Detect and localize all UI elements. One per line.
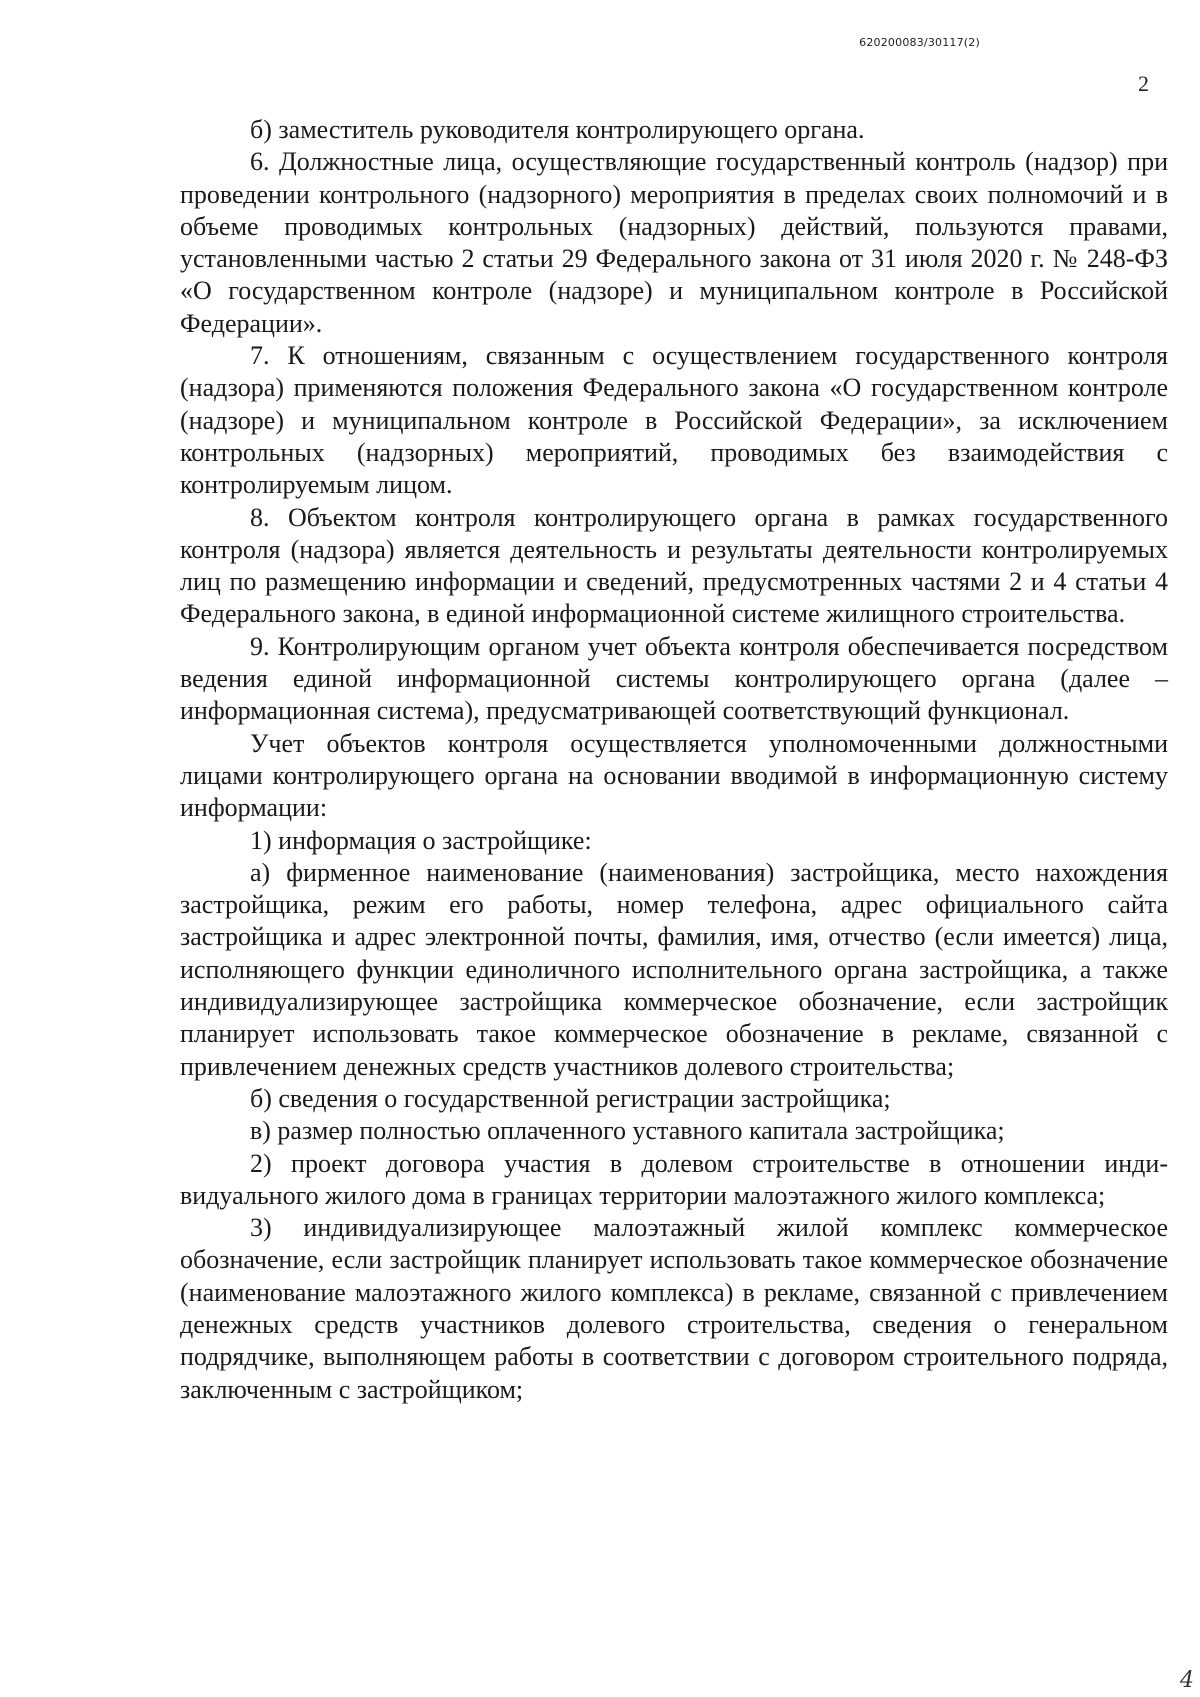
list-item-1b-registration: б) сведения о государственной регистрации застройщика; — [250, 1083, 891, 1113]
page-number: 2 — [1138, 71, 1149, 96]
paragraph-8-control-object: 8. Объектом контроля контролирующего органа в рамках государственного контроля (надзора) является деятельность и результаты деятельности контролируемых лиц по размещению информации и сведений, предусмотренных частями 2 и 4 статьи 4 Федерального закона, в единой информационной системе жилищного строительства. — [180, 502, 1168, 629]
list-item-3-commercial-designation: 3) индивидуализирующее малоэтажный жилой комплекс коммерческое обозначение, если застройщик планирует использовать такое коммерческое обозначение (наименование малоэтажного жилого комплекса) в рекламе, связанной с привлечением денежных средств участников долевого строительства, сведения о генеральном подрядчике, выполняющем работы в соответствии с договором строительного подряда, заключенным с застройщиком; — [180, 1213, 1168, 1404]
handwritten-page-mark: 4 — [1180, 1668, 1194, 1693]
document-body — [180, 114, 1168, 1406]
paragraph-9-object-accounting: 9. Контролирующим органом учет объекта контроля обеспечивается посредством ведения единой информационной системы контролирующего органа (далее – информационная система), предусматривающей соответствующий функционал. — [180, 631, 1168, 726]
paragraph-deputy-head: б) заместитель руководителя контролирующего органа. — [250, 115, 865, 144]
paragraph-6-officials-rights: 6. Должностные лица, осуществляющие государственный контроль (надзор) при проведении контрольного (надзорного) мероприятия в пределах своих полномочий и в объеме проводимых контрольных (надзорных) действий, пользуются правами, установленными частью 2 статьи 29 Федерального закона от 31 июля 2020 г. № 248-ФЗ «О государственном контроле (надзоре) и муниципальном контроле в Российской Федерации». — [180, 147, 1168, 338]
list-item-1-developer-info: 1) информация о застройщике: — [250, 825, 592, 855]
paragraph-7-applicable-law: 7. К отношениям, связанным с осуществлением государственного контроля (надзора) применяются положения Федерального закона «О государственном контроле (надзоре) и муниципальном контроле в Российской Федерации», за исключением контрольных (надзорных) мероприятий, проводимых без взаимодействия с контролируемым лицом. — [180, 341, 1168, 500]
list-item-2-contract-draft: 2) проект договора участия в долевом строительстве в отношении индивидуального жилого дома в границах территории малоэтажного жилого комплекса; — [180, 1148, 1168, 1210]
document-id: 620200083/30117(2) — [859, 36, 980, 49]
list-item-1a-company-name: а) фирменное наименование (наименования) застройщика, место нахождения застройщика, режим его работы, номер телефона, адрес официального сайта застройщика и адрес электронной почты, фамилия, имя, отчество (если имеется) лица, исполняющего функции единоличного исполнительного органа застройщика, а также индивидуализирующее застройщика коммерческое обозначение, если застройщик планирует использовать такое коммерческое обозначение в рекламе, связанной с привлечением денежных средств участников долевого строительства; — [180, 857, 1168, 1081]
paragraph-accounting-basis: Учет объектов контроля осуществляется уполномоченными должностными лицами контролирующего органа на основании вводимой в информационную систему информации: — [180, 728, 1168, 823]
list-item-1c-capital: в) размер полностью оплаченного уставного капитала застройщика; — [250, 1116, 1005, 1146]
